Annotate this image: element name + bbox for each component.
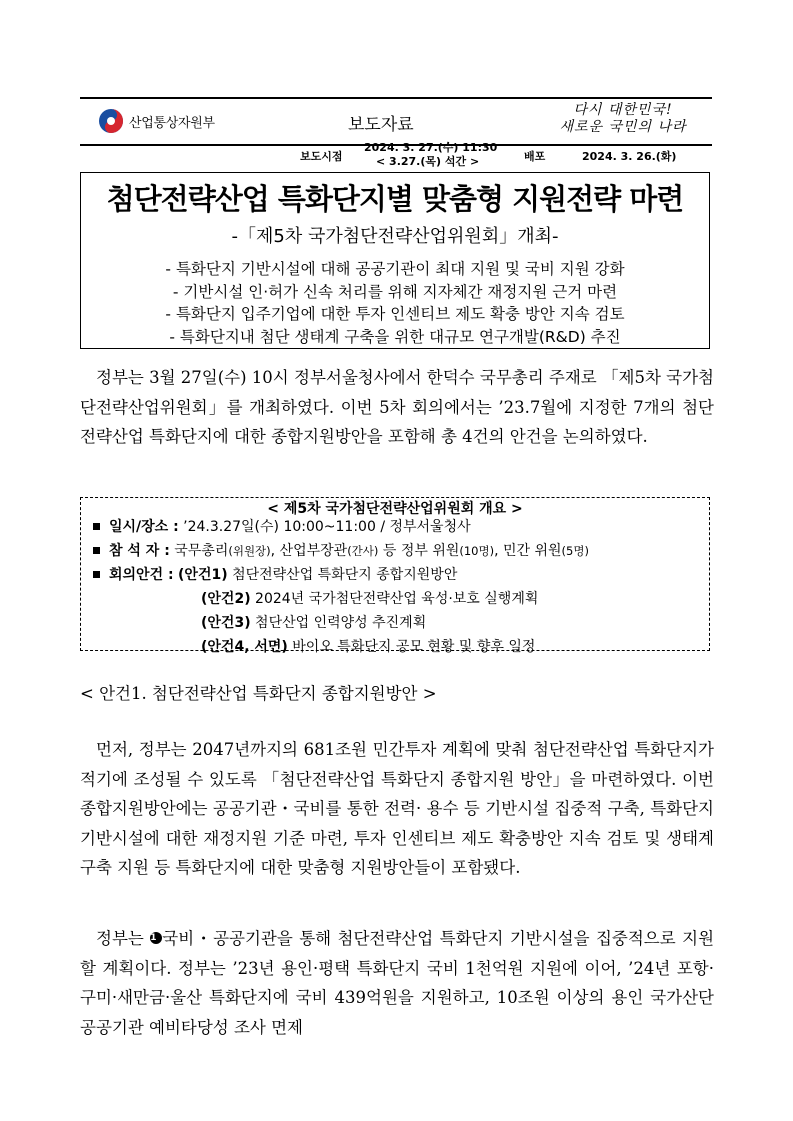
agenda-tag: (안건1) (178, 567, 228, 583)
overview-row-agenda (93, 563, 589, 587)
agenda-tag: (안건3) (201, 615, 251, 631)
taegeuk-icon (98, 108, 124, 134)
circled-number-icon: 1 (150, 932, 162, 944)
overview-value: , 민간 위원 (494, 543, 562, 559)
plan-paragraph: 먼저, 정부는 2047년까지의 681조원 민간투자 계획에 맞춰 첨단전략산업 특화단지가 적기에 조성될 수 있도록 「첨단전략산업 특화단지 종합지원 방안」을 마련하였다. 이번 종합지원방안에는 공공기관・국비를 통한 전력· 용수 등 기반시설 집중적 구축, 특화단지 기반시설에 대한 재정지원 기준 마련, 투자 인센티브 제도 확충방안 지속 검토 및 생태계 구축 지원 등 특화단지에 대한 맞춤형 지원방안들이 포함됐다. (80, 740, 714, 877)
agenda-tag: (안건4, 서면) (201, 639, 288, 655)
count-note: (5명) (561, 544, 589, 558)
infra-paragraph (80, 924, 714, 1042)
summary-bullets (81, 258, 709, 348)
square-bullet-icon (93, 523, 100, 530)
distribution-label: 배포 (524, 150, 546, 163)
distribution-date: 2024. 3. 26.(화) (582, 150, 677, 163)
intro-paragraph: 정부는 3월 27일(수) 10시 정부서울청사에서 한덕수 국무총리 주재로 「제5차 국가첨단전략산업위원회」를 개최하였다. 이번 5차 회의에서는 ’23.7월에 지정한 7개의 첨단전략산업 특화단지에 대한 종합지원방안을 포함해 총 4건의 안건을 논의하였다. (80, 368, 714, 446)
overview-rows (93, 515, 589, 659)
overview-key: 참 석 자 : (109, 543, 170, 559)
slogan-line-1: 다시 대한민국! (573, 102, 673, 118)
subheadline: -「제5차 국가첨단전략산업위원회」개최- (231, 226, 559, 247)
square-bullet-icon (93, 571, 100, 578)
overview-value: 국무총리 (169, 543, 229, 559)
summary-bullet: - 특화단지 입주기업에 대한 투자 인센티브 제도 확충 방안 지속 검토 (165, 305, 625, 323)
title-box (80, 172, 710, 349)
embargo-time-sub: < 3.27.(목) 석간 > (376, 155, 480, 168)
agenda-text: 첨단산업 인력양성 추진계획 (250, 615, 427, 631)
embargo-label: 보도시점 (300, 150, 343, 163)
overview-row-time (93, 515, 589, 539)
press-header (80, 97, 712, 146)
agenda-text: 첨단전략산업 특화단지 종합지원방안 (227, 567, 458, 583)
overview-row-agenda-4 (93, 635, 589, 659)
overview-key: 회의안건 : (109, 567, 174, 583)
overview-key: 일시/장소 : (109, 519, 179, 535)
agenda-text: 바이오 특화단지 공모 현황 및 향후 일정 (287, 639, 536, 655)
role-note: (간사) (347, 544, 379, 558)
overview-value: ’24.3.27일(수) 10:00~11:00 / 정부서울청사 (178, 519, 471, 535)
para-lead: 정부는 (96, 929, 151, 948)
overview-row-attendees (93, 539, 589, 563)
headline: 첨단전략산업 특화단지별 맞춤형 지원전략 마련 (106, 182, 684, 216)
ministry-logo (98, 108, 215, 134)
agenda-tag: (안건2) (201, 591, 251, 607)
meeting-overview-box (80, 497, 710, 655)
overview-title: < 제5차 국가첨단전략산업위원회 개요 > (267, 501, 523, 517)
summary-bullet: - 특화단지 기반시설에 대해 공공기관이 최대 지원 및 국비 지원 강화 (165, 260, 625, 278)
slogan (548, 102, 698, 136)
doc-type-label: 보도자료 (348, 115, 414, 135)
overview-value: 등 정부 위원 (378, 543, 460, 559)
summary-bullet: - 기반시설 인·허가 신속 처리를 위해 지자체간 재정지원 근거 마련 (172, 282, 618, 301)
square-bullet-icon (93, 547, 100, 554)
role-note: (위원장) (228, 544, 271, 558)
ministry-name: 산업통상자원부 (129, 115, 215, 131)
slogan-line-2: 새로운 국민의 나라 (559, 119, 687, 135)
para-rest: 국비・공공기관을 통해 첨단전략산업 특화단지 기반시설을 집중적으로 지원할 계획이다. 정부는 ’23년 용인·평택 특화단지 국비 1천억원 지원에 이어, ’24년 포항·구미·새만금·울산 특화단지에 국비 439억원을 지원하고, 10조원 이상의 용인 국가산단 공공기관 예비타당성 조사 면제 (80, 929, 715, 1037)
embargo-time (364, 141, 497, 169)
count-note: (10명) (459, 544, 495, 558)
overview-value: , 산업부장관 (270, 543, 348, 559)
summary-bullet: - 특화단지내 첨단 생태계 구축을 위한 대규모 연구개발(R&D) 추진 (169, 327, 621, 346)
section-heading: < 안건1. 첨단전략산업 특화단지 종합지원방안 > (80, 684, 437, 703)
overview-row-agenda-3 (93, 611, 589, 635)
overview-row-agenda-2 (93, 587, 589, 611)
embargo-time-main: 2024. 3. 27.(수) 11:30 (364, 141, 498, 154)
agenda-text: 2024년 국가첨단전략산업 육성·보호 실행계획 (250, 591, 539, 607)
